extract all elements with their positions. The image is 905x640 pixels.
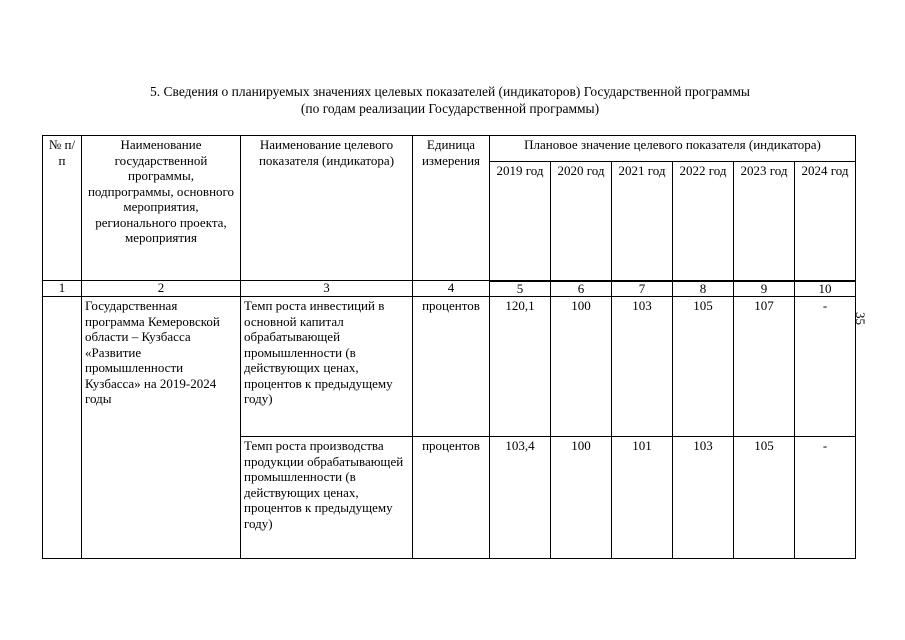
value-cell: - bbox=[795, 297, 856, 437]
document-title bbox=[40, 83, 860, 117]
unit-cell: процентов bbox=[413, 437, 490, 559]
value-cell: 103 bbox=[673, 437, 734, 559]
indicator-name-cell: Темп роста производства продукции обрабатывающей промышленности (в действующих ценах, процентов к предыдущему году) bbox=[241, 437, 413, 559]
header-program: Наименование государственной программы, подпрограммы, основного мероприятия, регионального проекта, мероприятия bbox=[82, 136, 241, 281]
header-planned: Плановое значение целевого показателя (индикатора) bbox=[490, 136, 856, 162]
value-cell: 107 bbox=[734, 297, 795, 437]
header-year-2024: 2024 год bbox=[795, 162, 856, 281]
header-unit: Единица измерения bbox=[413, 136, 490, 281]
row-num-cell bbox=[43, 297, 82, 559]
column-numbers-row bbox=[43, 281, 856, 297]
header-year-2019: 2019 год bbox=[490, 162, 551, 281]
unit-cell: процентов bbox=[413, 297, 490, 437]
column-number: 10 bbox=[795, 281, 856, 297]
value-cell: 100 bbox=[551, 297, 612, 437]
column-number: 1 bbox=[43, 281, 82, 297]
header-year-2021: 2021 год bbox=[612, 162, 673, 281]
table-row bbox=[43, 297, 856, 437]
value-cell: 120,1 bbox=[490, 297, 551, 437]
column-number: 9 bbox=[734, 281, 795, 297]
value-cell: 103,4 bbox=[490, 437, 551, 559]
column-number: 8 bbox=[673, 281, 734, 297]
column-number: 7 bbox=[612, 281, 673, 297]
page-number: 35 bbox=[853, 312, 868, 325]
value-cell: 101 bbox=[612, 437, 673, 559]
header-year-2023: 2023 год bbox=[734, 162, 795, 281]
column-number: 4 bbox=[413, 281, 490, 297]
title-line-1: 5. Сведения о планируемых значениях целевых показателей (индикаторов) Государственной программы bbox=[150, 84, 750, 99]
column-number: 6 bbox=[551, 281, 612, 297]
header-num: № п/п bbox=[43, 136, 82, 281]
title-line-2: (по годам реализации Государственной программы) bbox=[300, 101, 600, 116]
value-cell: - bbox=[795, 437, 856, 559]
header-year-2020: 2020 год bbox=[551, 162, 612, 281]
column-number: 5 bbox=[490, 281, 551, 297]
value-cell: 105 bbox=[673, 297, 734, 437]
value-cell: 100 bbox=[551, 437, 612, 559]
header-indicator: Наименование целевого показателя (индикатора) bbox=[241, 136, 413, 281]
header-year-2022: 2022 год bbox=[673, 162, 734, 281]
indicators-table bbox=[42, 135, 856, 559]
column-number: 2 bbox=[82, 281, 241, 297]
column-number: 3 bbox=[241, 281, 413, 297]
indicator-name-cell: Темп роста инвестиций в основной капитал обрабатывающей промышленности (в действующих ценах, процентов к предыдущему году) bbox=[241, 297, 413, 437]
value-cell: 103 bbox=[612, 297, 673, 437]
value-cell: 105 bbox=[734, 437, 795, 559]
program-name-cell: Государственная программа Кемеровской области – Кузбасса «Развитие промышленности Кузбасса» на 2019-2024 годы bbox=[82, 297, 241, 559]
